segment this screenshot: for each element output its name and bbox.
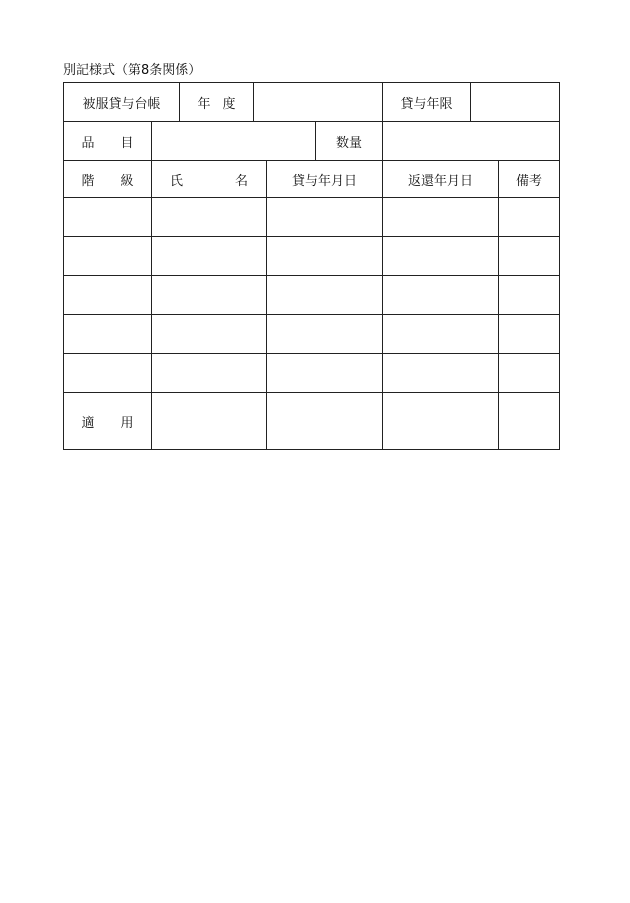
remarks-cell[interactable] xyxy=(499,276,560,315)
item-label-cell xyxy=(64,122,152,161)
table-row xyxy=(64,354,560,393)
table-row xyxy=(64,276,560,315)
name-cell[interactable] xyxy=(152,237,267,276)
item-value-field[interactable] xyxy=(152,122,316,161)
remarks-cell[interactable] xyxy=(499,237,560,276)
year-label-char-1: 年 xyxy=(197,96,211,112)
year-label-char-2: 度 xyxy=(222,96,236,112)
name-header-char-2: 名 xyxy=(234,173,248,189)
period-value-field[interactable] xyxy=(471,83,560,122)
rank-cell[interactable] xyxy=(64,315,152,354)
rank-header-char-1: 階 xyxy=(81,173,95,189)
rank-header-char-2: 級 xyxy=(120,173,134,189)
remarks-cell[interactable] xyxy=(499,315,560,354)
item-band xyxy=(63,122,560,161)
return-date-cell[interactable] xyxy=(383,354,499,393)
quantity-label: 数量 xyxy=(335,135,362,151)
lending-period-label: 貸与年限 xyxy=(400,96,453,112)
col-header-remarks: 備考 xyxy=(499,161,560,198)
year-value-field[interactable] xyxy=(254,83,383,122)
col-header-rank xyxy=(64,161,152,198)
col-header-name xyxy=(152,161,267,198)
item-label-char-1: 品 xyxy=(81,135,95,151)
year-label-cell xyxy=(180,83,254,122)
lend-date-cell[interactable] xyxy=(267,276,383,315)
name-cell[interactable] xyxy=(152,198,267,237)
name-header-char-1: 氏 xyxy=(170,173,184,189)
return-date-cell[interactable] xyxy=(383,198,499,237)
ledger-header-band xyxy=(63,82,560,122)
table-row xyxy=(64,315,560,354)
summary-remarks-cell[interactable] xyxy=(499,393,560,450)
summary-row xyxy=(64,393,560,450)
lending-records-table xyxy=(63,161,560,450)
period-label-cell xyxy=(383,83,471,122)
rank-cell[interactable] xyxy=(64,276,152,315)
quantity-value-field[interactable] xyxy=(383,122,560,161)
col-header-lend-date: 貸与年月日 xyxy=(267,161,383,198)
table-row xyxy=(64,237,560,276)
summary-label-cell xyxy=(64,393,152,450)
item-label-char-2: 目 xyxy=(120,135,134,151)
column-header-row xyxy=(64,161,560,198)
rank-cell[interactable] xyxy=(64,237,152,276)
lend-date-cell[interactable] xyxy=(267,354,383,393)
remarks-cell[interactable] xyxy=(499,354,560,393)
ledger-title: 被服貸与台帳 xyxy=(82,96,161,112)
rank-cell[interactable] xyxy=(64,354,152,393)
summary-label-char-1: 適 xyxy=(81,415,95,431)
col-header-return-date: 返還年月日 xyxy=(383,161,499,198)
ledger-title-cell xyxy=(64,83,180,122)
name-cell[interactable] xyxy=(152,354,267,393)
summary-name-cell[interactable] xyxy=(152,393,267,450)
return-date-cell[interactable] xyxy=(383,276,499,315)
return-date-cell[interactable] xyxy=(383,315,499,354)
return-date-cell[interactable] xyxy=(383,237,499,276)
quantity-label-cell xyxy=(316,122,383,161)
lend-date-cell[interactable] xyxy=(267,315,383,354)
table-row xyxy=(64,198,560,237)
summary-lend-date-cell[interactable] xyxy=(267,393,383,450)
clothing-ledger-form xyxy=(63,82,559,450)
summary-return-date-cell[interactable] xyxy=(383,393,499,450)
name-cell[interactable] xyxy=(152,276,267,315)
rank-cell[interactable] xyxy=(64,198,152,237)
lend-date-cell[interactable] xyxy=(267,198,383,237)
summary-label-char-2: 用 xyxy=(120,415,134,431)
name-cell[interactable] xyxy=(152,315,267,354)
remarks-cell[interactable] xyxy=(499,198,560,237)
lend-date-cell[interactable] xyxy=(267,237,383,276)
form-caption: 別記様式（第8条関係） xyxy=(63,63,202,78)
